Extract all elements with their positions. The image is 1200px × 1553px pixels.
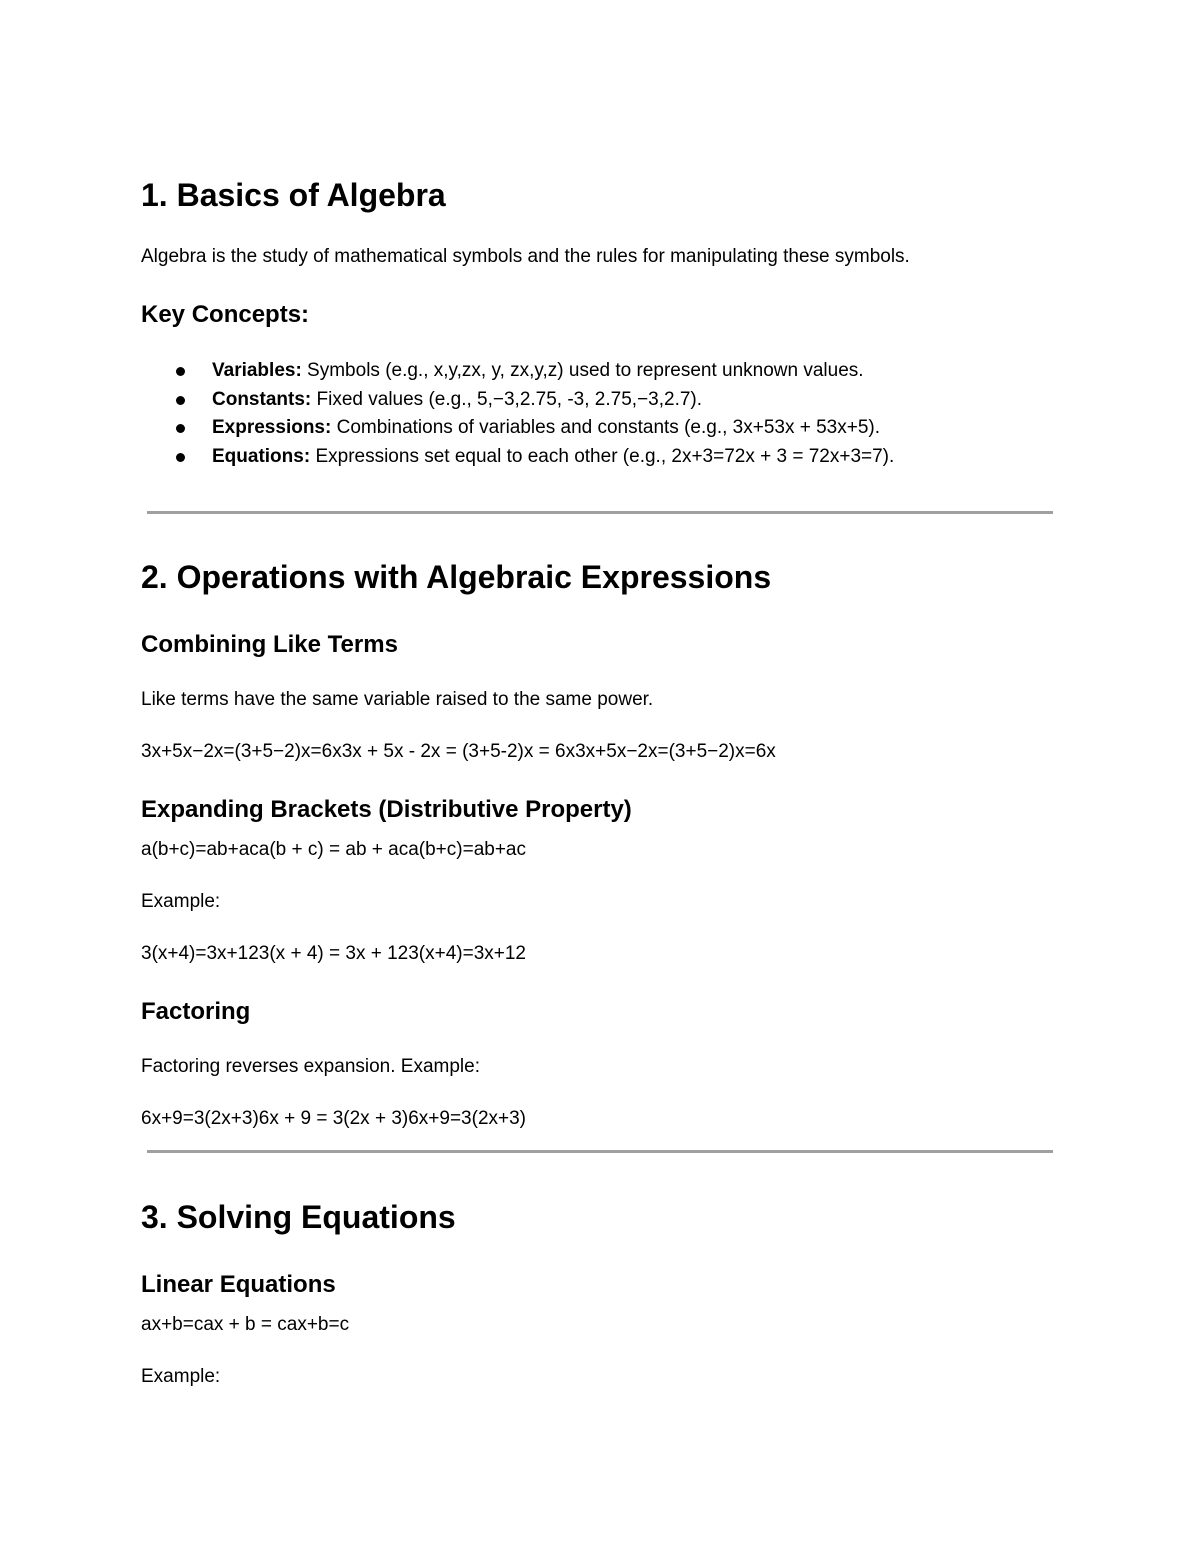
factoring-heading: Factoring [141, 998, 251, 1025]
combining-like-terms-text: Like terms have the same variable raised to the same power. [141, 689, 654, 710]
concept-term: Expressions: [212, 417, 332, 438]
combining-like-terms-formula: 3x+5x−2x=(3+5−2)x=6x3x + 5x - 2x = (3+5-2)x = 6x3x+5x−2x=(3+5−2)x=6x [141, 741, 776, 762]
list-item [176, 414, 894, 443]
list-item [176, 357, 894, 386]
list-item [176, 443, 894, 472]
linear-example-label: Example: [141, 1366, 221, 1387]
section-1-intro: Algebra is the study of mathematical symbols and the rules for manipulating these symbols. [141, 246, 910, 267]
bullet-icon [176, 396, 185, 405]
key-concepts-list [176, 357, 894, 471]
expanding-example-label: Example: [141, 891, 221, 912]
list-item [176, 386, 894, 415]
bullet-icon [176, 367, 185, 376]
concept-term: Equations: [212, 445, 311, 467]
bullet-icon [176, 424, 185, 433]
key-concepts-heading: Key Concepts: [141, 301, 310, 328]
linear-equations-heading: Linear Equations [141, 1271, 336, 1298]
section-divider [147, 1150, 1053, 1153]
concept-text: Fixed values (e.g., 5,−3,2.75, -3, 2.75,−3,2.7). [311, 388, 703, 410]
concept-text: Combinations of variables and constants (e.g., 3x+53x + 53x+5). [331, 417, 881, 438]
section-divider [147, 511, 1053, 514]
section-2-title: 2. Operations with Algebraic Expressions [141, 559, 772, 595]
factoring-example: 6x+9=3(2x+3)6x + 9 = 3(2x + 3)6x+9=3(2x+3) [141, 1108, 527, 1129]
linear-equation-formula: ax+b=cax + b = cax+b=c [141, 1314, 350, 1335]
concept-text: Symbols (e.g., x,y,zx, y, zx,y,z) used to represent unknown values. [301, 360, 864, 381]
section-1-title: 1. Basics of Algebra [141, 177, 446, 213]
bullet-icon [176, 453, 185, 462]
concept-text: Expressions set equal to each other (e.g., 2x+3=72x + 3 = 72x+3=7). [310, 445, 895, 467]
section-3-title: 3. Solving Equations [141, 1199, 456, 1235]
concept-term: Variables: [212, 360, 302, 381]
combining-like-terms-heading: Combining Like Terms [141, 631, 398, 658]
concept-term: Constants: [212, 388, 312, 410]
factoring-text: Factoring reverses expansion. Example: [141, 1056, 480, 1077]
expanding-example: 3(x+4)=3x+123(x + 4) = 3x + 123(x+4)=3x+12 [141, 943, 527, 964]
expanding-brackets-heading: Expanding Brackets (Distributive Property) [141, 796, 632, 823]
distributive-formula: a(b+c)=ab+aca(b + c) = ab + aca(b+c)=ab+ac [141, 839, 527, 860]
